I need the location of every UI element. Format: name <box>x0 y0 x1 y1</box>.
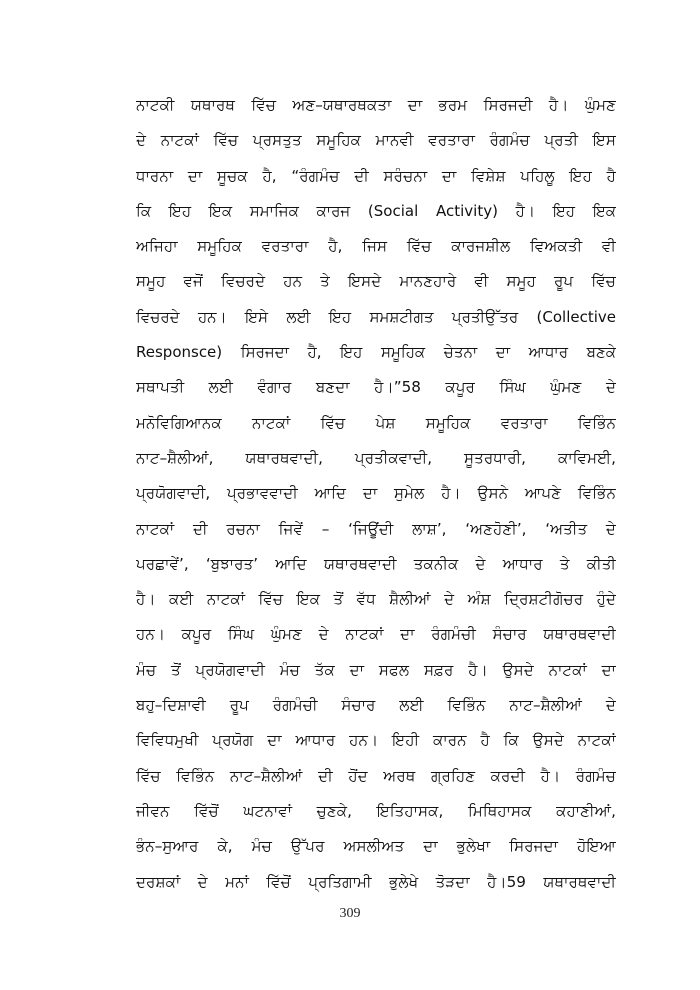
text-line-23: ਦਰਸ਼ਕਾਂ ਦੇ ਮਨਾਂ ਵਿੱਚੋਂ ਪ੍ਰਤਿਗਾਮੀ ਭੁਲੇਖੇ ਤੋੜਦਾ ਹੈ।59 ਯਥਾਰਥਵਾਦੀ <box>136 872 616 891</box>
text-line-14: ਪਰਛਾਵੇਂ’, ‘ਬੁਝਾਰਤ’ ਆਦਿ ਯਥਾਰਥਵਾਦੀ ਤਕਨੀਕ ਦੇ ਆਧਾਰ ਤੇ ਕੀਤੀ <box>136 554 616 573</box>
text-line-4: ਕਿ ਇਹ ਇਕ ਸਮਾਜਿਕ ਕਾਰਜ (Social Activity) ਹੈ। ਇਹ ਇਕ <box>136 201 616 220</box>
text-line-17: ਮੰਚ ਤੋਂ ਪ੍ਰਯੋਗਵਾਦੀ ਮੰਚ ਤੱਕ ਦਾ ਸਫਲ ਸਫ਼ਰ ਹੈ। ਉਸਦੇ ਨਾਟਕਾਂ ਦਾ <box>136 660 616 679</box>
text-line-1: ਨਾਟਕੀ ਯਥਾਰਥ ਵਿੱਚ ਅਣ–ਯਥਾਰਥਕਤਾ ਦਾ ਭਰਮ ਸਿਰਜਦੀ ਹੈ। ਘੁੰਮਣ <box>136 96 616 114</box>
text-line-19: ਵਿਵਿਧਮੁਖੀ ਪ੍ਰਯੋਗ ਦਾ ਆਧਾਰ ਹਨ। ਇਹੀ ਕਾਰਨ ਹੈ ਕਿ ਉਸਦੇ ਨਾਟਕਾਂ <box>136 731 616 750</box>
text-line-22: ਭੰਨ–ਸੁਆਰ ਕੇ, ਮੰਚ ਉੱਪਰ ਅਸਲੀਅਤ ਦਾ ਭੁਲੇਖਾ ਸਿਰਜਦਾ ਹੋਇਆ <box>136 837 616 856</box>
text-line-11: ਨਾਟ–ਸ਼ੈਲੀਆਂ, ਯਥਾਰਥਵਾਦੀ, ਪ੍ਰਤੀਕਵਾਦੀ, ਸੂਤਰਧਾਰੀ, ਕਾਵਿਮਈ, <box>136 448 616 467</box>
text-line-9: ਸਥਾਪਤੀ ਲਈ ਵੰਗਾਰ ਬਣਦਾ ਹੈ।”58 ਕਪੂਰ ਸਿੰਘ ਘੁੰਮਣ ਦੇ <box>136 378 616 397</box>
text-line-2: ਦੇ ਨਾਟਕਾਂ ਵਿੱਚ ਪ੍ਰਸਤੁਤ ਸਮੂਹਿਕ ਮਾਨਵੀ ਵਰਤਾਰਾ ਰੰਗਮੰਚ ਪ੍ਰਤੀ ਇਸ <box>136 131 616 150</box>
text-line-15: ਹੈ। ਕਈ ਨਾਟਕਾਂ ਵਿੱਚ ਇਕ ਤੋਂ ਵੱਧ ਸ਼ੈਲੀਆਂ ਦੇ ਅੰਸ਼ ਦ੍ਰਿਸ਼ਟੀਗੋਚਰ ਹੁੰਦੇ <box>136 590 616 609</box>
text-line-13: ਨਾਟਕਾਂ ਦੀ ਰਚਨਾ ਜਿਵੇਂ – ‘ਜਿਊਂਦੀ ਲਾਸ਼’, ‘ਅਣਹੋਣੀ’, ‘ਅਤੀਤ ਦੇ <box>136 519 616 538</box>
text-line-12: ਪ੍ਰਯੋਗਵਾਦੀ, ਪ੍ਰਭਾਵਵਾਦੀ ਆਦਿ ਦਾ ਸੁਮੇਲ ਹੈ। ਉਸਨੇ ਆਪਣੇ ਵਿਭਿੰਨ <box>136 484 616 503</box>
text-line-8: Responsce) ਸਿਰਜਦਾ ਹੈ, ਇਹ ਸਮੂਹਿਕ ਚੇਤਨਾ ਦਾ ਆਧਾਰ ਬਣਕੇ <box>136 343 616 362</box>
text-line-6: ਸਮੂਹ ਵਜੋਂ ਵਿਚਰਦੇ ਹਨ ਤੇ ਇਸਦੇ ਮਾਨਣਹਾਰੇ ਵੀ ਸਮੂਹ ਰੂਪ ਵਿੱਚ <box>136 272 616 291</box>
text-line-10: ਮਨੋਵਿਗਿਆਨਕ ਨਾਟਕਾਂ ਵਿੱਚ ਪੇਸ਼ ਸਮੂਹਿਕ ਵਰਤਾਰਾ ਵਿਭਿੰਨ <box>136 413 616 432</box>
text-line-18: ਬਹੁ–ਦਿਸ਼ਾਵੀ ਰੂਪ ਰੰਗਮੰਚੀ ਸੰਚਾਰ ਲਈ ਵਿਭਿੰਨ ਨਾਟ–ਸ਼ੈਲੀਆਂ ਦੇ <box>136 696 616 715</box>
text-line-7: ਵਿਚਰਦੇ ਹਨ। ਇਸੇ ਲਈ ਇਹ ਸਮਸ਼ਟੀਗਤ ਪ੍ਰਤੀਉੱਤਰ (Collective <box>136 307 616 326</box>
text-line-20: ਵਿੱਚ ਵਿਭਿੰਨ ਨਾਟ–ਸ਼ੈਲੀਆਂ ਦੀ ਹੋਂਦ ਅਰਥ ਗ੍ਰਹਿਣ ਕਰਦੀ ਹੈ। ਰੰਗਮੰਚ <box>136 766 616 785</box>
page-number: 309 <box>339 906 361 921</box>
text-line-3: ਧਾਰਨਾ ਦਾ ਸੂਚਕ ਹੈ, “ਰੰਗਮੰਚ ਦੀ ਸਰੰਚਨਾ ਦਾ ਵਿਸ਼ੇਸ਼ ਪਹਿਲੂ ਇਹ ਹੈ <box>136 166 616 185</box>
text-line-21: ਜੀਵਨ ਵਿੱਚੋਂ ਘਟਨਾਵਾਂ ਚੁਣਕੇ, ਇਤਿਹਾਸਕ, ਮਿਥਿਹਾਸਕ ਕਹਾਣੀਆਂ, <box>136 801 616 820</box>
body-text <box>136 88 616 900</box>
text-line-5: ਅਜਿਹਾ ਸਮੂਹਿਕ ਵਰਤਾਰਾ ਹੈ, ਜਿਸ ਵਿੱਚ ਕਾਰਜਸ਼ੀਲ ਵਿਅਕਤੀ ਵੀ <box>136 237 616 256</box>
text-line-16: ਹਨ। ਕਪੂਰ ਸਿੰਘ ਘੁੰਮਣ ਦੇ ਨਾਟਕਾਂ ਦਾ ਰੰਗਮੰਚੀ ਸੰਚਾਰ ਯਥਾਰਥਵਾਦੀ <box>136 625 616 644</box>
